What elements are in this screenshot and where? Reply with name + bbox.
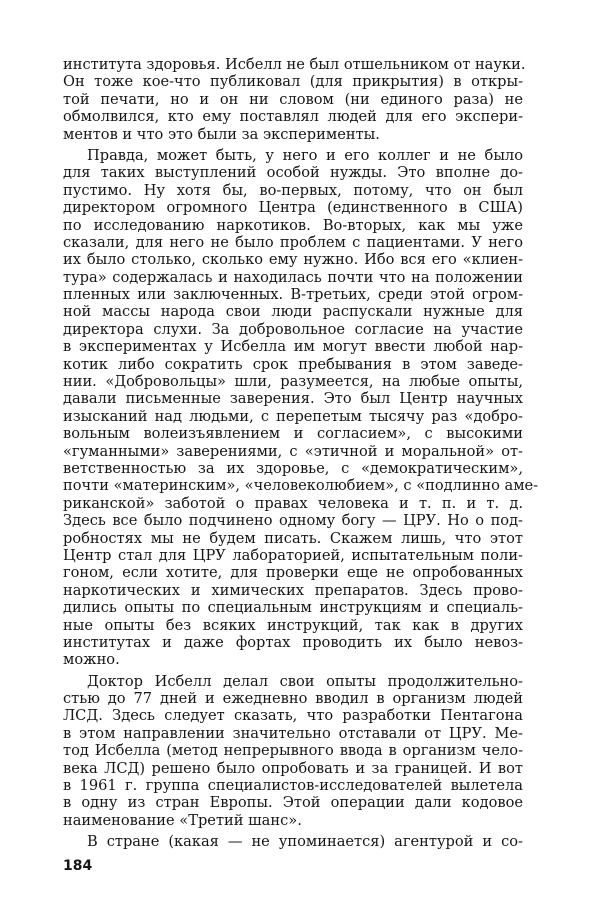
text-line: почти «материнским», «человеколюбием», с «подлинно аме-	[63, 477, 539, 495]
text-line: Он тоже кое-что публиковал (для прикрытия) в откры-	[63, 73, 523, 91]
page-number: 184	[63, 858, 93, 874]
paragraph-4	[63, 833, 523, 850]
text-line: наименование «Третий шанс».	[63, 811, 302, 829]
paragraph-3	[63, 673, 523, 830]
text-line: давали письменные заверения. Это был Центр научных	[63, 390, 523, 408]
text-line: гоном, если хотите, для проверки еще не опробованных	[63, 564, 523, 582]
text-line: котик либо сократить срок пребывания в этом заведе-	[63, 355, 523, 373]
text-line: ментов и что это были за эксперименты.	[63, 125, 380, 143]
paragraph-1	[63, 56, 526, 143]
text-line: ЛСД. Здесь следует сказать, что разработки Пентагона	[63, 707, 523, 725]
text-line: изысканий над людьми, с перепетым тысячу раз «добро-	[63, 407, 523, 425]
paragraph-2	[63, 146, 539, 669]
text-line: тод Исбелла (метод непрерывного ввода в организм чело-	[63, 742, 523, 760]
text-line: в экспериментах у Исбелла им могут ввести любой нар-	[63, 338, 523, 356]
text-line: пустимо. Ну хотя бы, во-первых, потому, что он был	[63, 181, 523, 199]
text-line: Центр стал для ЦРУ лабораторией, испытательным поли-	[63, 546, 523, 564]
text-line: директора слухи. За добровольное согласие на участие	[63, 320, 523, 338]
text-line: «гуманными» заверениями, с «этичной и моральной» от-	[63, 442, 523, 460]
text-line: нии. «Добровольцы» шли, разумеется, на любые опыты,	[63, 373, 523, 391]
text-line: века ЛСД) решено было опробовать и за границей. И вот	[63, 759, 523, 777]
text-line: сказали, для него не было проблем с пациентами. У него	[63, 233, 523, 251]
text-line: института здоровья. Исбелл не был отшельником от науки.	[63, 56, 526, 73]
text-line: ветственностью за их здоровье, с «демократическим»,	[63, 459, 523, 477]
text-line: В стране (какая — не упоминается) агентурой и со-	[87, 833, 523, 851]
text-line: Здесь все было подчинено одному богу — ЦРУ. Но о под-	[63, 512, 523, 530]
text-line: пленных или заключенных. В-третьих, среди этой огром-	[63, 286, 523, 304]
text-line: в 1961 г. группа специалистов-исследователей вылетела	[63, 777, 523, 795]
text-line: для таких выступлений особой нужды. Это вполне до-	[63, 164, 523, 182]
text-line: обмолвился, кто ему поставлял людей для его экспери-	[63, 108, 523, 126]
text-line: тура» содержалась и находилась почти что на положении	[63, 268, 523, 286]
text-line: ной массы народа свои люди распускали нужные для	[63, 303, 523, 321]
text-line: дились опыты по специальным инструкциям и специаль-	[63, 599, 523, 617]
text-line: в этом направлении значительно отставали от ЦРУ. Ме-	[63, 724, 523, 742]
text-line: той печати, но и он ни словом (ни единого раза) не	[63, 90, 523, 108]
text-line: наркотических и химических препаратов. Здесь прово-	[63, 581, 523, 599]
text-line: в одну из стран Европы. Этой операции дали кодовое	[63, 794, 523, 812]
text-line: вольным волеизъявлением и согласием», с высокими	[63, 425, 523, 443]
text-line: ные опыты без всяких инструкций, так как в других	[63, 616, 523, 634]
page-text	[63, 56, 539, 851]
text-line: риканской» заботой о правах человека и т. п. и т. д.	[63, 494, 523, 512]
text-line: Доктор Исбелл делал свои опыты продолжительно-	[87, 672, 523, 690]
text-line: Правда, может быть, у него и его коллег и не было	[87, 146, 523, 164]
text-line: институтах и даже фортах проводить их было невоз-	[63, 633, 523, 651]
text-line: можно.	[63, 651, 120, 669]
text-line: их было столько, сколько ему нужно. Ибо вся его «клиен-	[63, 251, 523, 269]
text-line: директором огромного Центра (единственного в США)	[63, 199, 523, 217]
text-line: робностях мы не будем писать. Скажем лишь, что этот	[63, 529, 523, 547]
text-line: стью до 77 дней и ежедневно вводил в организм людей	[63, 690, 523, 708]
text-line: по исследованию наркотиков. Во-вторых, как мы уже	[63, 216, 523, 234]
